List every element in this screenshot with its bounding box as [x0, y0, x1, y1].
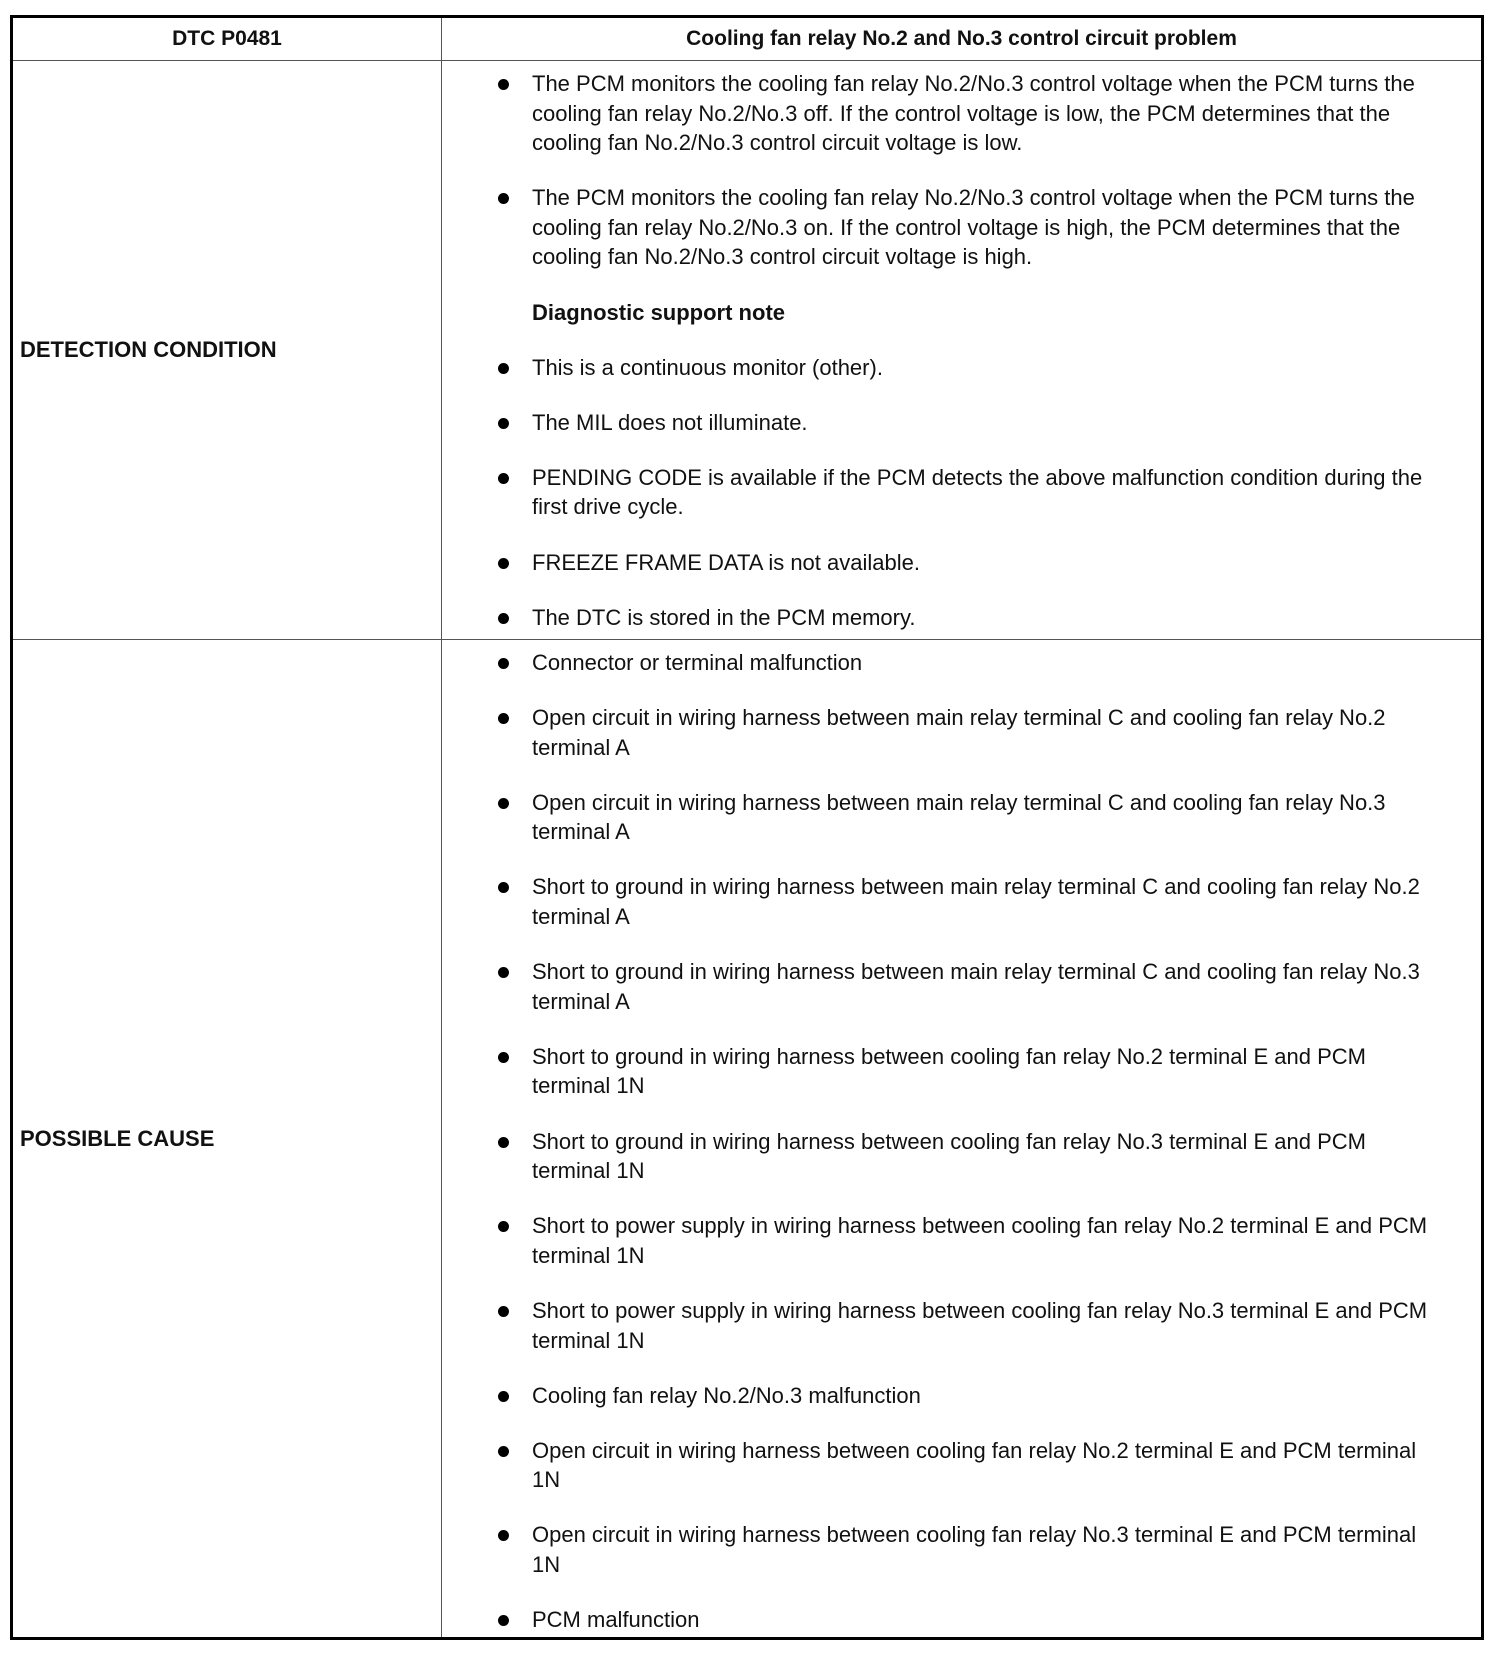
list-item: [442, 648, 1441, 678]
list-item: [442, 872, 1441, 931]
list-item-text: The DTC is stored in the PCM memory.: [532, 604, 916, 630]
list-item-text: This is a continuous monitor (other).: [532, 354, 883, 380]
list-item: [442, 1436, 1441, 1495]
bullet-icon: [498, 658, 509, 669]
bullet-icon: [498, 1530, 509, 1541]
list-item: [442, 1296, 1441, 1355]
detection-condition-content: [442, 61, 1481, 658]
dtc-code: DTC P0481: [172, 27, 282, 50]
possible-cause-content: [442, 640, 1481, 1660]
bullet-icon: [498, 1306, 509, 1317]
bullet-icon: [498, 418, 509, 429]
bullet-icon: [498, 882, 509, 893]
bullet-icon: [498, 473, 509, 484]
list-item: [442, 463, 1441, 522]
bullet-icon: [498, 363, 509, 374]
bullet-icon: [498, 613, 509, 624]
bullet-icon: [498, 1391, 509, 1402]
list-item-text: Short to power supply in wiring harness between cooling fan relay No.2 terminal E and PCM terminal 1N: [532, 1213, 1428, 1268]
possible-cause-label-text: POSSIBLE CAUSE: [20, 1125, 215, 1151]
list-item-text: Open circuit in wiring harness between main relay terminal C and cooling fan relay No.2 terminal A: [532, 705, 1386, 760]
bullet-icon: [498, 1221, 509, 1232]
table-header: [13, 18, 1481, 61]
list-item-text: The PCM monitors the cooling fan relay No.2/No.3 control voltage when the PCM turns the cooling fan relay No.2/No.3 on. If the control voltage is high, the PCM determines that the cooling fan No.2/No.3 control circuit voltage is high.: [532, 185, 1415, 270]
list-item-text: Short to ground in wiring harness between cooling fan relay No.2 terminal E and PCM terminal 1N: [532, 1043, 1367, 1099]
list-item: [442, 353, 1441, 383]
bullet-icon: [498, 1446, 509, 1457]
support-note-list: [442, 353, 1441, 633]
bullet-icon: [498, 713, 509, 724]
dtc-title: Cooling fan relay No.2 and No.3 control circuit problem: [686, 27, 1237, 50]
bullet-icon: [498, 79, 509, 90]
bullet-icon: [498, 798, 509, 809]
list-item-text: Open circuit in wiring harness between cooling fan relay No.2 terminal E and PCM terminal 1N: [532, 1437, 1417, 1493]
list-item-text: PENDING CODE is available if the PCM detects the above malfunction condition during the first drive cycle.: [532, 464, 1423, 520]
list-item: [442, 548, 1441, 578]
list-item: [442, 183, 1441, 272]
list-item: [442, 408, 1441, 438]
detection-condition-label-text: DETECTION CONDITION: [20, 337, 277, 362]
possible-cause-list: [442, 648, 1441, 1635]
list-item-text: Short to ground in wiring harness between main relay terminal C and cooling fan relay No.2 terminal A: [532, 874, 1420, 930]
dtc-table: [10, 15, 1484, 1640]
bullet-icon: [498, 1615, 509, 1626]
list-item-text: Short to power supply in wiring harness between cooling fan relay No.3 terminal E and PCM terminal 1N: [532, 1297, 1428, 1353]
detection-condition-label: [20, 61, 435, 639]
bullet-icon: [498, 1052, 509, 1063]
list-item: [442, 1520, 1441, 1579]
bullet-icon: [498, 967, 509, 978]
list-item: [442, 788, 1441, 847]
list-item: [442, 603, 1441, 633]
list-item: [442, 1042, 1441, 1101]
list-item: [442, 69, 1441, 158]
detection-list: [442, 69, 1441, 272]
list-item-text: The MIL does not illuminate.: [532, 409, 808, 435]
list-item: [442, 703, 1441, 762]
list-item-text: Short to ground in wiring harness between main relay terminal C and cooling fan relay No.3 terminal A: [532, 959, 1420, 1014]
list-item: [442, 1127, 1441, 1186]
list-item: [442, 957, 1441, 1016]
detection-condition-row: [13, 61, 1481, 640]
list-item-text: Connector or terminal malfunction: [532, 650, 863, 675]
bullet-icon: [498, 1137, 509, 1148]
list-item-text: FREEZE FRAME DATA is not available.: [532, 549, 920, 575]
list-item: [442, 1211, 1441, 1270]
diagnostic-support-note-heading: Diagnostic support note: [532, 299, 785, 325]
bullet-icon: [498, 558, 509, 569]
list-item: [442, 1605, 1441, 1635]
list-item-text: Cooling fan relay No.2/No.3 malfunction: [532, 1382, 921, 1408]
possible-cause-row: [13, 640, 1481, 1637]
list-item-text: PCM malfunction: [532, 1607, 700, 1633]
bullet-icon: [498, 193, 509, 204]
list-item-text: Short to ground in wiring harness between cooling fan relay No.3 terminal E and PCM terminal 1N: [532, 1128, 1367, 1184]
list-item: [442, 1381, 1441, 1411]
possible-cause-label: [20, 640, 435, 1637]
list-item-text: Open circuit in wiring harness between main relay terminal C and cooling fan relay No.3 terminal A: [532, 789, 1386, 845]
list-item-text: The PCM monitors the cooling fan relay No.2/No.3 control voltage when the PCM turns the cooling fan relay No.2/No.3 off. If the control voltage is low, the PCM determines that the cooling fan No.2/No.3 control circuit voltage is low.: [532, 71, 1415, 156]
list-item-text: Open circuit in wiring harness between cooling fan relay No.3 terminal E and PCM terminal 1N: [532, 1522, 1417, 1577]
